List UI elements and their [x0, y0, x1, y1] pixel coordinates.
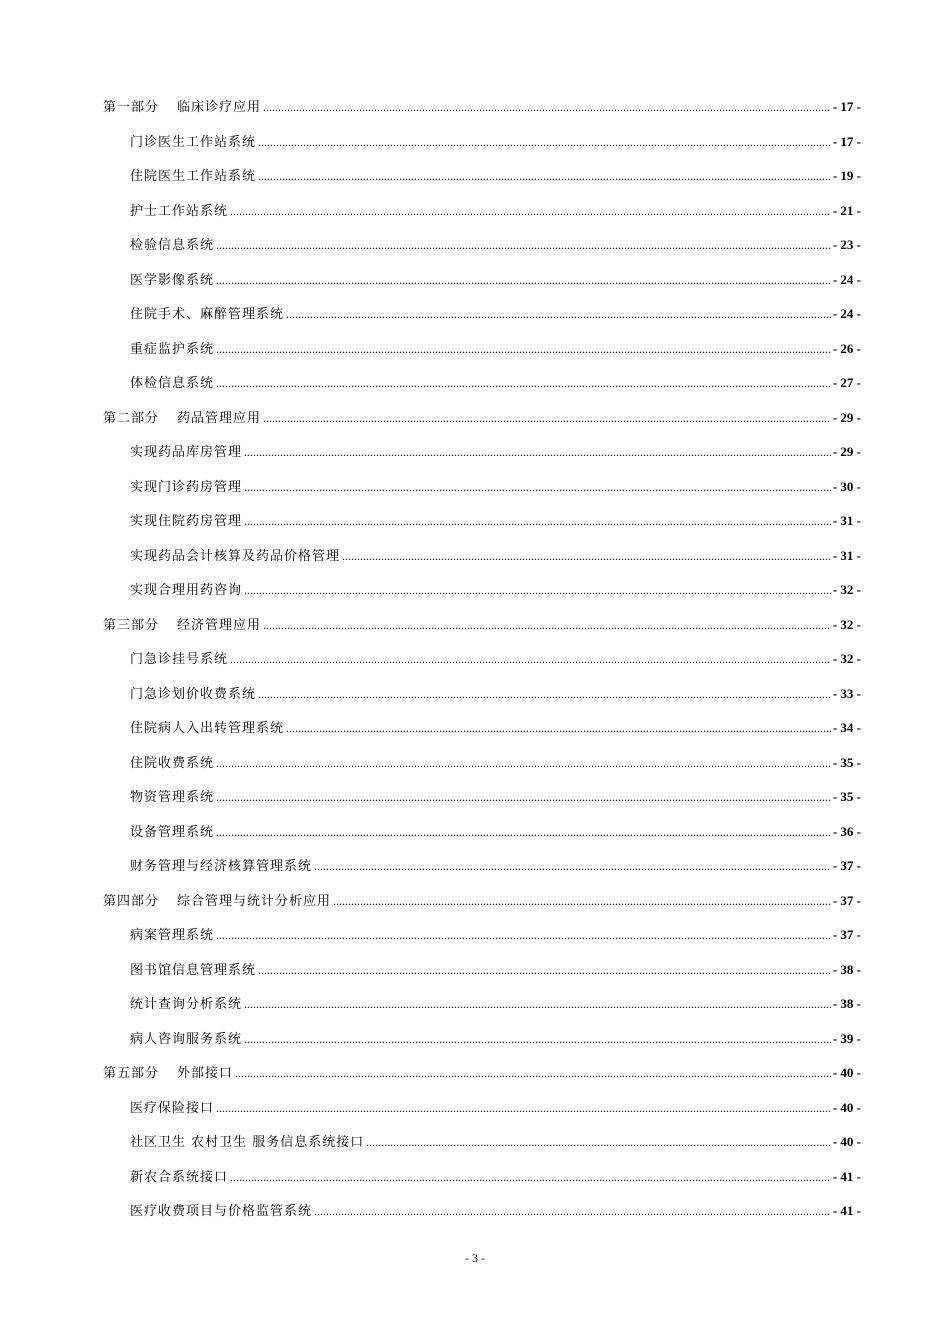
page-number-footer: - 3 - [465, 1251, 485, 1265]
toc-entry-title [130, 919, 214, 954]
toc-page-number: - 32 - [832, 616, 861, 632]
toc-entry-title [130, 471, 242, 506]
toc-title-text: 实现合理用药咨询 [130, 583, 243, 598]
dot-leader [216, 228, 831, 263]
toc-title-text: 临床诊疗应用 [177, 100, 262, 115]
toc-page-number: - 36 - [832, 823, 861, 839]
toc-entry-title [130, 1161, 228, 1196]
toc-title-text: 医学影像系统 [130, 272, 215, 288]
toc-page-number: - 40 - [832, 1134, 861, 1149]
toc-title-text: 实现门诊药房管理 [130, 479, 243, 495]
toc-entry-title [130, 954, 256, 989]
dot-leader [258, 953, 831, 988]
toc-entry[interactable] [103, 987, 861, 1022]
toc-page-number: - 38 - [832, 996, 861, 1011]
toc-part-label: 第三部分 [103, 617, 160, 633]
toc-page-number: - 29 - [832, 444, 861, 459]
toc-title-text: 实现药品库房管理 [130, 445, 243, 460]
toc-entry[interactable] [103, 228, 861, 263]
toc-entry-title [130, 505, 242, 540]
toc-entry-title [130, 436, 242, 471]
toc-entry[interactable] [103, 711, 861, 746]
dot-leader [314, 1194, 831, 1229]
dot-leader [263, 401, 831, 436]
dot-leader [216, 746, 831, 781]
toc-entry[interactable] [103, 918, 861, 953]
toc-entry-title [130, 367, 214, 402]
toc-title-text: 门诊医生工作站系统 [130, 134, 257, 150]
toc-title-text: 病案管理系统 [130, 928, 215, 943]
toc-page-number: - 27 - [832, 375, 861, 390]
toc-entry-title [130, 574, 242, 609]
toc-page-number: - 39 - [832, 1030, 861, 1046]
toc-part-entry[interactable] [103, 884, 861, 919]
toc-page-number: - 23 - [832, 237, 861, 252]
toc-entry-title [130, 333, 214, 368]
dot-leader [342, 539, 831, 574]
dot-leader [235, 1056, 831, 1091]
toc-title-text: 体检信息系统 [130, 376, 215, 391]
toc-page-number: - 19 - [832, 168, 861, 183]
dot-leader [244, 470, 831, 505]
toc-entry-title [103, 91, 261, 126]
toc-title-text: 经济管理应用 [177, 617, 262, 633]
toc-page-number: - 30 - [832, 478, 861, 494]
dot-leader [286, 297, 831, 332]
toc-title-text: 检验信息系统 [130, 238, 215, 253]
toc-page-number: - 17 - [832, 99, 861, 114]
toc-part-entry[interactable] [103, 90, 861, 125]
toc-entry[interactable] [103, 194, 861, 229]
dot-leader [258, 125, 831, 160]
toc-entry[interactable] [103, 1194, 861, 1229]
toc-entry[interactable] [103, 849, 861, 884]
toc-title-text: 综合管理与统计分析应用 [177, 893, 332, 909]
dot-leader [333, 884, 831, 919]
toc-title-text: 住院手术、麻醉管理系统 [130, 307, 285, 322]
toc-title-text: 设备管理系统 [130, 824, 215, 840]
toc-page-number: - 41 - [832, 1168, 861, 1184]
toc-entry-title [130, 229, 214, 264]
toc-title-text: 重症监护系统 [130, 341, 215, 357]
toc-title-text: 门急诊划价收费系统 [130, 686, 257, 702]
dot-leader [244, 573, 831, 608]
toc-entry-title [130, 1126, 364, 1161]
toc-entry[interactable] [103, 435, 861, 470]
toc-entry-title [130, 1023, 242, 1058]
dot-leader [244, 987, 831, 1022]
dot-leader [244, 435, 831, 470]
toc-page-number: - 24 - [832, 271, 861, 287]
toc-entry[interactable] [103, 297, 861, 332]
dot-leader [216, 332, 831, 367]
toc-entry-title [130, 988, 242, 1023]
toc-title-text: 实现药品会计核算及药品价格管理 [130, 548, 341, 564]
toc-title-text: 病人咨询服务系统 [130, 1031, 243, 1047]
toc-page-number: - 32 - [832, 582, 861, 597]
toc-entry[interactable] [103, 573, 861, 608]
toc-part-label: 第五部分 [103, 1066, 160, 1081]
toc-page-number: - 24 - [832, 306, 861, 321]
toc-page-number: - 31 - [832, 513, 861, 528]
dot-leader [216, 918, 831, 953]
toc-entry-title [103, 1057, 233, 1092]
toc-entry-title [130, 747, 214, 782]
toc-title-text: 财务管理与经济核算管理系统 [130, 859, 313, 874]
toc-entry-title [130, 1195, 312, 1230]
toc-entry[interactable] [103, 470, 861, 505]
toc-page-number: - 31 - [832, 547, 861, 563]
toc-title-text: 医疗收费项目与价格监管系统 [130, 1204, 313, 1219]
toc-page-number: - 35 - [832, 789, 861, 804]
toc-page-number: - 40 - [832, 1099, 861, 1115]
toc-page-number: - 29 - [832, 409, 861, 425]
toc-part-label: 第四部分 [103, 893, 160, 909]
dot-leader [216, 263, 831, 298]
toc-entry-title [130, 540, 340, 575]
toc-part-label: 第二部分 [103, 410, 160, 426]
toc-page-number: - 37 - [832, 892, 861, 908]
dot-leader [286, 711, 831, 746]
toc-page-number: - 38 - [832, 961, 861, 977]
toc-entry-title [130, 712, 284, 747]
toc-title-text: 住院收费系统 [130, 755, 215, 771]
dot-leader [230, 1160, 831, 1195]
toc-entry[interactable] [103, 504, 861, 539]
toc-entry[interactable] [103, 1125, 861, 1160]
toc-entry-title [130, 781, 214, 816]
dot-leader [258, 677, 831, 712]
toc-part-entry[interactable] [103, 1056, 861, 1091]
toc-entry-title [130, 160, 256, 195]
toc-entry[interactable] [103, 539, 861, 574]
dot-leader [244, 504, 831, 539]
dot-leader [230, 194, 831, 229]
toc-entry-title [130, 850, 312, 885]
toc-title-text: 住院病人入出转管理系统 [130, 721, 285, 736]
toc-entry-title [103, 402, 261, 437]
toc-title-text: 新农合系统接口 [130, 1169, 229, 1185]
toc-entry[interactable] [103, 332, 861, 367]
toc-title-text: 门急诊挂号系统 [130, 652, 229, 667]
dot-leader [216, 1091, 831, 1126]
toc-part-label: 第一部分 [103, 100, 160, 115]
toc-title-text: 社区卫生 农村卫生 服务信息系统接口 [130, 1135, 365, 1150]
toc-entry[interactable] [103, 780, 861, 815]
toc-entry[interactable] [103, 953, 861, 988]
dot-leader [216, 780, 831, 815]
dot-leader [263, 608, 831, 643]
toc-entry[interactable] [103, 1091, 861, 1126]
toc-page-number: - 41 - [832, 1203, 861, 1218]
toc-part-entry[interactable] [103, 608, 861, 643]
toc-entry-title [130, 264, 214, 299]
toc-entry[interactable] [103, 1022, 861, 1057]
toc-entry[interactable] [103, 263, 861, 298]
toc-title-text: 药品管理应用 [177, 410, 262, 426]
dot-leader [263, 90, 831, 125]
toc-page-number: - 40 - [832, 1065, 861, 1080]
dot-leader [230, 642, 831, 677]
toc-page-number: - 35 - [832, 754, 861, 770]
toc-page-number: - 37 - [832, 858, 861, 873]
toc-entry-title [130, 816, 214, 851]
dot-leader [258, 159, 831, 194]
toc-title-text: 物资管理系统 [130, 790, 215, 805]
toc-entry-title [130, 678, 256, 713]
toc-title-text: 统计查询分析系统 [130, 997, 243, 1012]
toc-entry[interactable] [103, 677, 861, 712]
dot-leader [216, 815, 831, 850]
toc-entry[interactable] [103, 815, 861, 850]
toc-page-number: - 17 - [832, 133, 861, 149]
dot-leader [314, 849, 831, 884]
toc-page-number: - 37 - [832, 927, 861, 942]
toc-entry[interactable] [103, 366, 861, 401]
toc-page-number: - 34 - [832, 720, 861, 735]
dot-leader [366, 1125, 831, 1160]
toc-title-text: 图书馆信息管理系统 [130, 962, 257, 978]
toc-title-text: 住院医生工作站系统 [130, 169, 257, 184]
toc-page-number: - 21 - [832, 202, 861, 218]
toc-part-entry[interactable] [103, 401, 861, 436]
toc-entry[interactable] [103, 1160, 861, 1195]
toc-title-text: 医疗保险接口 [130, 1100, 215, 1116]
toc-entry[interactable] [103, 125, 861, 160]
toc-entry-title [103, 885, 331, 920]
table-of-contents [103, 90, 861, 1229]
toc-page-number: - 32 - [832, 651, 861, 666]
toc-page-number: - 26 - [832, 340, 861, 356]
dot-leader [216, 366, 831, 401]
toc-entry[interactable] [103, 159, 861, 194]
toc-page-number: - 33 - [832, 685, 861, 701]
dot-leader [244, 1022, 831, 1057]
toc-entry-title [103, 609, 261, 644]
toc-title-text: 外部接口 [177, 1066, 234, 1081]
toc-entry[interactable] [103, 642, 861, 677]
toc-entry-title [130, 643, 228, 678]
toc-entry-title [130, 298, 284, 333]
toc-title-text: 护士工作站系统 [130, 203, 229, 219]
toc-entry[interactable] [103, 746, 861, 781]
toc-entry-title [130, 126, 256, 161]
toc-title-text: 实现住院药房管理 [130, 514, 243, 529]
toc-entry-title [130, 195, 228, 230]
toc-entry-title [130, 1092, 214, 1127]
